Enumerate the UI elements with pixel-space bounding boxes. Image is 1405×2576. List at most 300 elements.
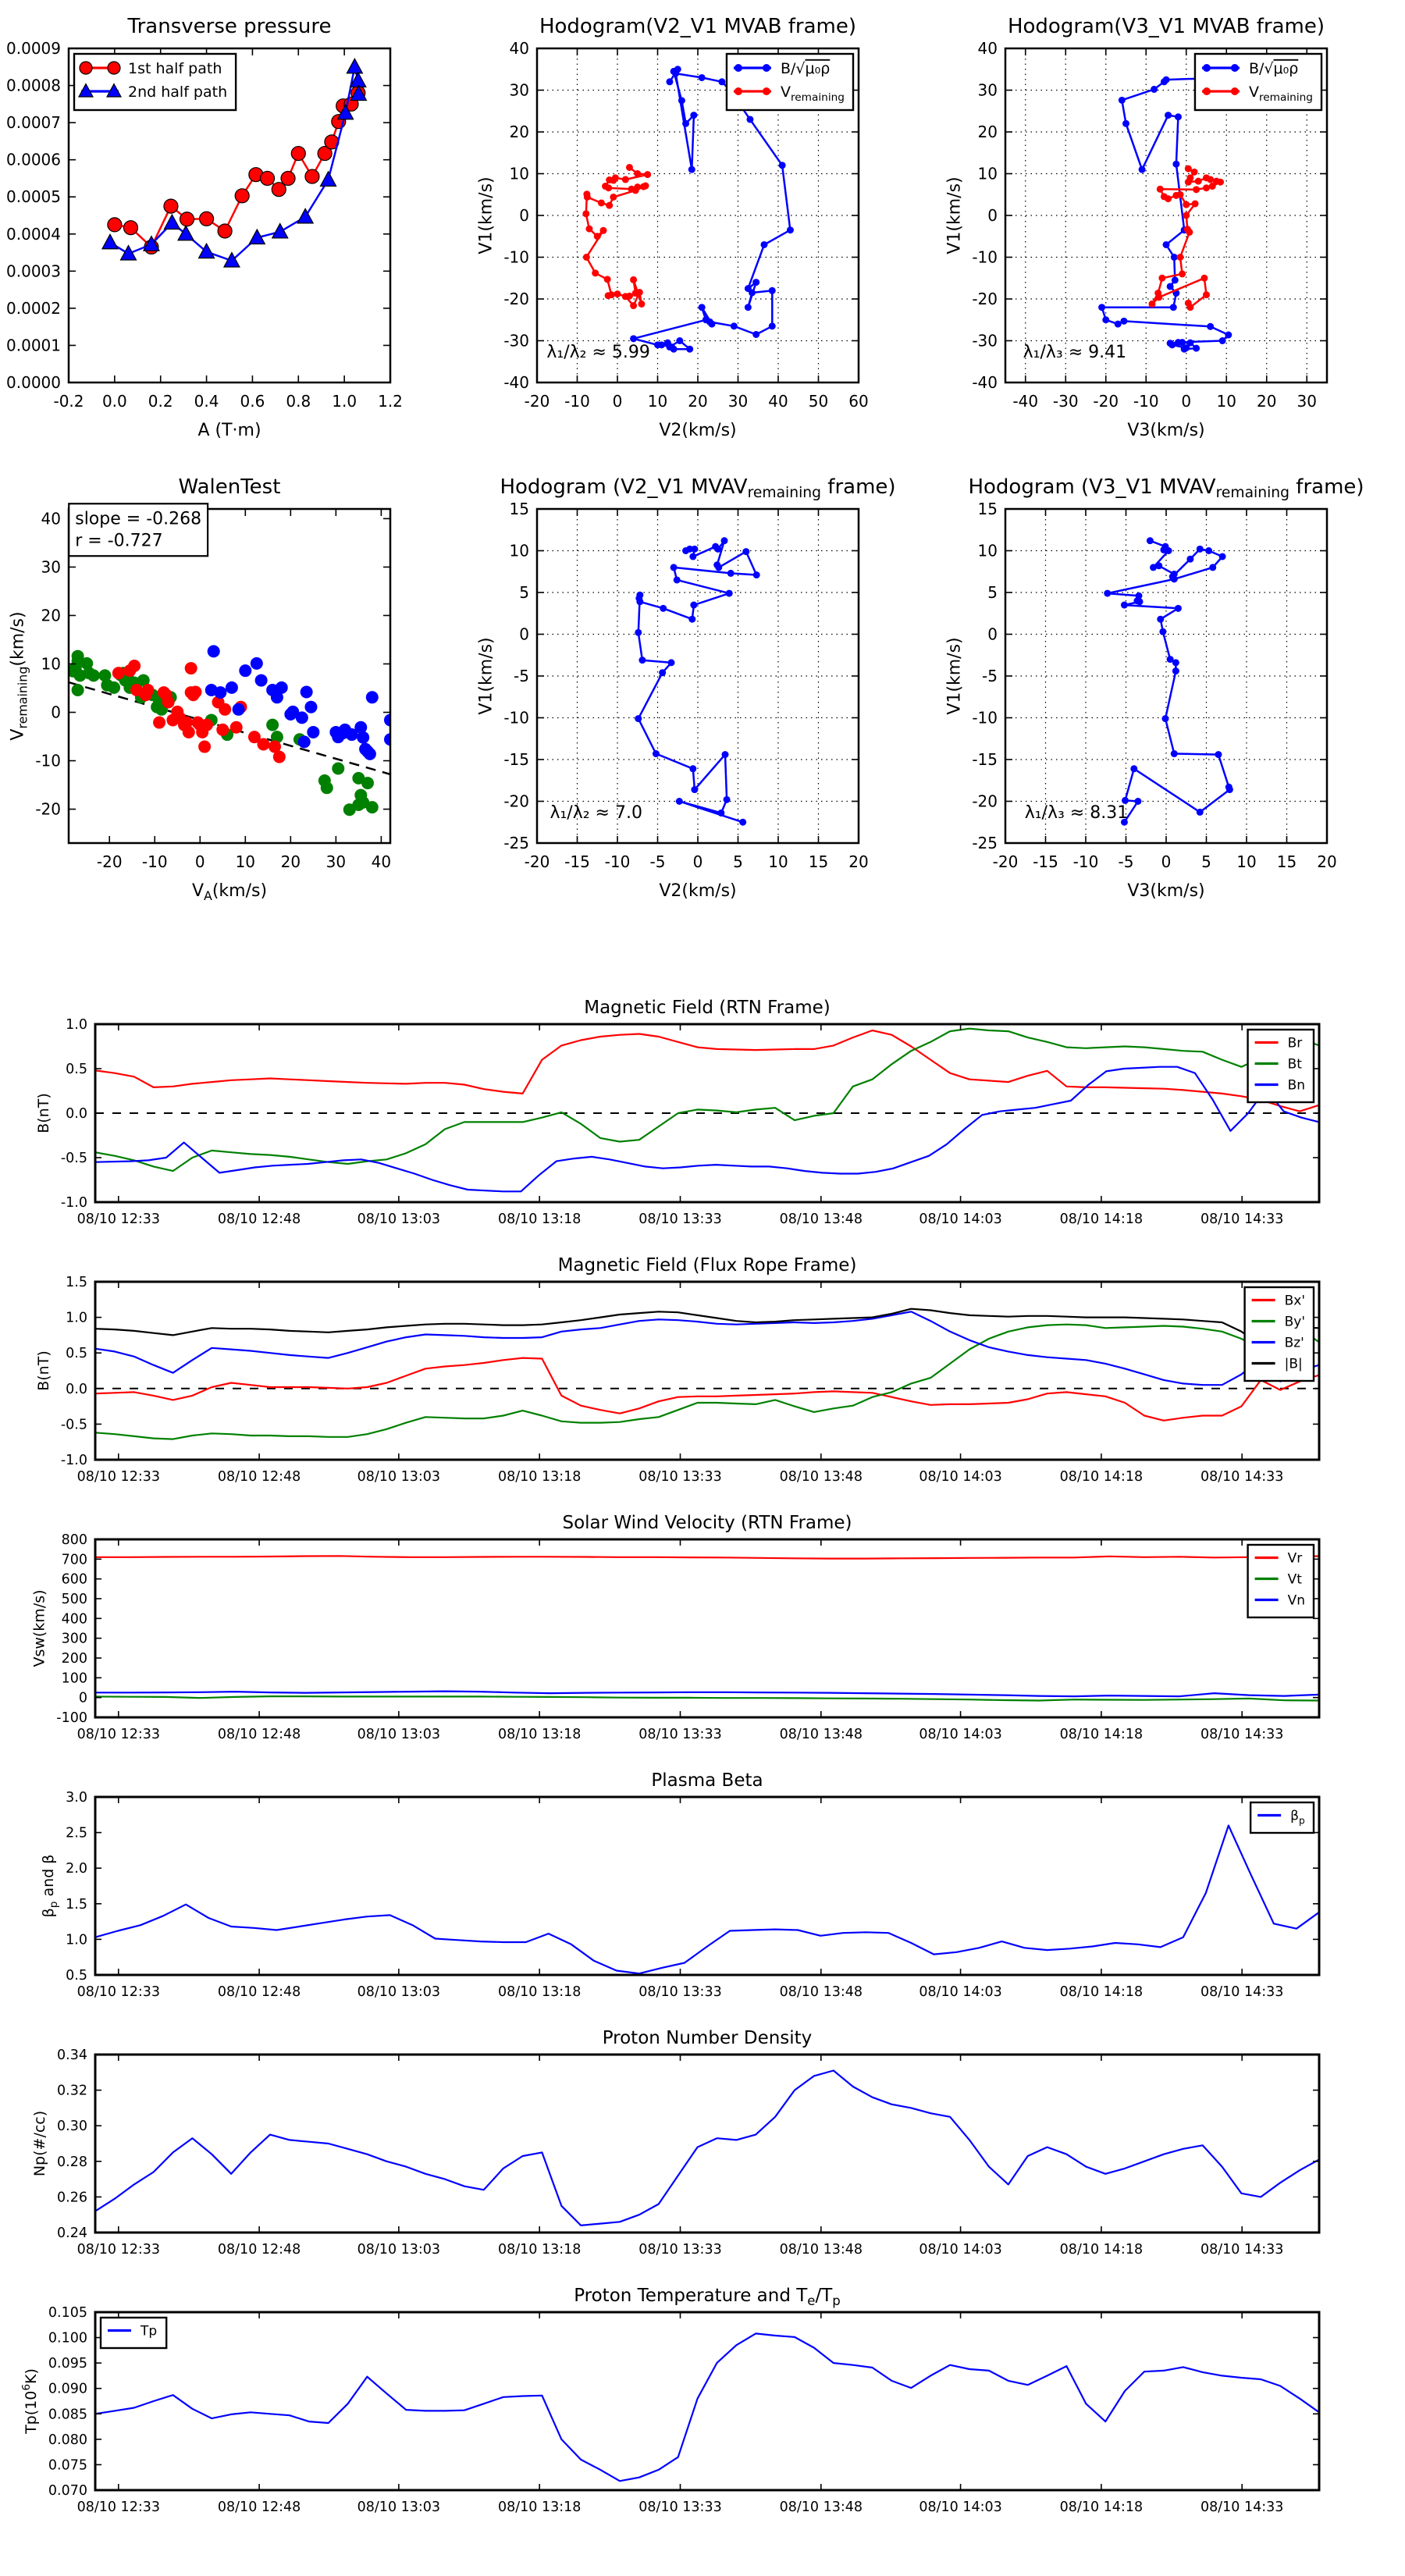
series-Np (95, 2071, 1319, 2226)
series-Bz' (95, 1311, 1319, 1385)
chart-title: Transverse pressure (127, 15, 332, 38)
marker-dot (1155, 294, 1162, 301)
marker-dot (1165, 112, 1172, 119)
x-tick-label: -10 (1072, 852, 1099, 871)
marker-dot (714, 546, 721, 553)
marker-dot (1172, 667, 1179, 674)
x-tick-label: 20 (688, 392, 708, 411)
marker-dot (676, 798, 683, 805)
chart-walen-test (0, 461, 468, 921)
y-tick-label: 1.0 (66, 1017, 87, 1033)
marker-dot (676, 337, 683, 344)
marker-dot (691, 786, 698, 793)
y-tick-label: 10 (41, 654, 61, 674)
marker-dot (779, 162, 786, 169)
legend-label: $\beta_p$ (1290, 1808, 1305, 1827)
marker-dot (1165, 547, 1172, 554)
y-axis-label: V1(km/s) (944, 637, 965, 715)
marker-dot (332, 762, 344, 774)
marker-dot (1205, 547, 1212, 554)
chart-b-flux-rope (0, 1249, 1405, 1507)
marker-dot (366, 691, 379, 703)
y-tick-label: 0.5 (66, 1346, 87, 1362)
marker-dot (660, 605, 667, 612)
marker-dot (634, 170, 641, 177)
series-Tp (95, 2333, 1319, 2481)
marker-dot (735, 87, 742, 95)
marker-dot (128, 660, 140, 672)
plot-border (1005, 509, 1327, 843)
y-tick-label: 0 (519, 624, 529, 644)
y-tick-label: 600 (61, 1571, 87, 1588)
y-tick-label: 400 (61, 1611, 87, 1628)
chart-title: Hodogram(V3_V1 MVAB frame) (1007, 15, 1325, 38)
marker-circle (235, 189, 249, 203)
marker-dot (753, 571, 760, 578)
x-tick-label: 1.0 (332, 392, 357, 411)
marker-dot (659, 669, 666, 676)
x-tick-label: 08/10 14:03 (919, 1469, 1002, 1485)
chart-hodogram-v2v1-mvav (468, 461, 937, 921)
chart-title: Solar Wind Velocity (RTN Frame) (562, 1513, 852, 1533)
marker-dot (1191, 169, 1198, 176)
x-tick-label: 08/10 13:33 (638, 2242, 722, 2258)
x-tick-label: 0.0 (101, 392, 127, 411)
marker-dot (653, 750, 660, 757)
marker-dot (632, 187, 639, 194)
marker-dot (599, 227, 606, 234)
x-tick-label: 08/10 13:18 (497, 1727, 582, 1742)
marker-dot (739, 819, 746, 826)
marker-dot (632, 290, 639, 297)
x-tick-label: 40 (768, 392, 788, 411)
marker-dot (1203, 291, 1210, 298)
x-tick-label: 30 (1297, 392, 1317, 411)
y-tick-label: -40 (503, 373, 529, 392)
marker-dot (1209, 183, 1216, 190)
legend-label: Bt (1287, 1056, 1302, 1073)
y-tick-label: 15 (977, 500, 998, 518)
y-tick-label: 0.095 (48, 2356, 87, 2372)
marker-dot (201, 719, 213, 731)
marker-dot (1219, 337, 1226, 344)
x-tick-label: 08/10 13:03 (357, 2242, 441, 2258)
marker-dot (233, 703, 245, 716)
marker-dot (307, 726, 319, 738)
x-tick-label: 0 (692, 852, 703, 871)
x-tick-label: 08/10 14:18 (1059, 1727, 1144, 1742)
marker-dot (1179, 339, 1186, 346)
x-tick-label: 20 (848, 852, 869, 871)
marker-dot (749, 289, 756, 296)
y-tick-label: 0 (987, 624, 998, 644)
marker-dot (583, 190, 590, 197)
x-tick-label: 08/10 14:03 (919, 1212, 1002, 1227)
y-tick-label: 0.28 (57, 2154, 87, 2170)
marker-dot (678, 97, 685, 104)
x-tick-label: 20 (280, 852, 301, 871)
marker-dot (1167, 283, 1174, 290)
marker-dot (644, 171, 651, 178)
marker-dot (699, 74, 706, 81)
x-tick-label: 08/10 13:48 (779, 2500, 863, 2515)
marker-dot (724, 796, 731, 803)
x-tick-label: 10 (1236, 852, 1257, 871)
legend-label: Vt (1287, 1571, 1302, 1588)
marker-dot (198, 741, 211, 753)
annotation (1025, 803, 1129, 823)
marker-dot (1157, 616, 1164, 623)
marker-dot (214, 686, 226, 699)
series-markers-V-remaining (582, 164, 651, 309)
y-tick-label: -20 (35, 799, 61, 819)
y-tick-label: 30 (509, 80, 529, 100)
marker-dot (1186, 556, 1193, 563)
x-tick-label: 08/10 14:03 (919, 1984, 1002, 2000)
marker-dot (1193, 186, 1200, 193)
y-tick-label: 15 (509, 500, 529, 518)
x-tick-label: 0 (612, 392, 623, 411)
marker-dot (686, 346, 693, 353)
y-tick-label: 300 (61, 1631, 87, 1647)
x-tick-label: 0.6 (240, 392, 265, 411)
x-tick-label: -30 (1052, 392, 1079, 411)
marker-dot (690, 112, 697, 119)
marker-dot (592, 269, 599, 276)
marker-dot (1168, 341, 1176, 348)
marker-dot (304, 701, 317, 713)
marker-dot (688, 166, 695, 173)
marker-dot (1163, 241, 1170, 248)
x-tick-label: 15 (1276, 852, 1297, 871)
marker-dot (720, 537, 727, 544)
marker-dot (690, 602, 697, 609)
y-tick-label: -1.0 (60, 1453, 87, 1468)
marker-dot (582, 210, 589, 217)
marker-dot (216, 724, 229, 736)
y-tick-label: 0.0006 (6, 150, 61, 169)
y-tick-label: 20 (41, 606, 61, 625)
marker-dot (1115, 321, 1122, 328)
marker-dot (635, 715, 642, 722)
series-Br (95, 1030, 1319, 1112)
y-axis-label: $\beta_p$ and β (40, 1854, 61, 1918)
x-tick-label: 08/10 12:33 (76, 1727, 161, 1742)
marker-dot (226, 681, 238, 694)
x-tick-label: 08/10 14:33 (1200, 2242, 1284, 2258)
y-tick-label: 0.0007 (6, 113, 61, 133)
y-axis-label: V1(km/s) (476, 637, 496, 715)
x-tick-label: -15 (1033, 852, 1058, 871)
marker-dot (674, 576, 681, 583)
marker-circle (164, 199, 178, 213)
legend-label: Bz' (1284, 1335, 1304, 1351)
plot-border (95, 2312, 1319, 2490)
chart-title: Hodogram (V3_V1 MVAVremaining frame) (968, 475, 1364, 501)
marker-dot (1193, 345, 1200, 352)
x-tick-label: 08/10 14:33 (1200, 1727, 1284, 1742)
x-tick-label: 10 (1216, 392, 1236, 411)
series-B-hodogram (1102, 69, 1229, 349)
marker-circle (200, 212, 214, 226)
marker-dot (638, 656, 646, 664)
y-tick-label: 0.32 (57, 2083, 87, 2099)
y-tick-label: 10 (509, 164, 529, 183)
marker-circle (261, 171, 275, 185)
marker-triangle (102, 234, 118, 249)
marker-dot (1161, 715, 1168, 722)
marker-dot (610, 194, 617, 201)
marker-dot (689, 553, 696, 560)
marker-dot (1195, 178, 1202, 185)
marker-dot (276, 681, 288, 694)
y-tick-label: -1.0 (60, 1195, 87, 1211)
chart-b-rtn (0, 991, 1405, 1249)
marker-dot (722, 751, 729, 758)
y-tick-label: 0.24 (57, 2226, 87, 2241)
y-tick-label: 0.5 (66, 1968, 87, 1984)
series-Bt (95, 1029, 1319, 1171)
chart-proton-density (0, 2022, 1405, 2279)
x-axis-label: V2(km/s) (659, 421, 737, 440)
x-tick-label: 08/10 13:03 (357, 1212, 441, 1227)
marker-triangle (121, 245, 137, 260)
y-tick-label: 1.5 (66, 1275, 87, 1290)
marker-dot (1147, 537, 1154, 544)
y-tick-label: 0.075 (48, 2457, 87, 2474)
x-tick-label: 08/10 14:18 (1059, 2242, 1144, 2258)
chart-title: Hodogram (V2_V1 MVAVremaining frame) (500, 475, 896, 501)
x-tick-label: -20 (1093, 392, 1119, 411)
y-tick-label: 0.0009 (6, 39, 61, 58)
chart-title: WalenTest (178, 475, 281, 499)
x-tick-label: 60 (848, 392, 869, 411)
y-axis-label: V1(km/s) (944, 176, 965, 254)
marker-dot (1130, 765, 1137, 772)
legend (1245, 1287, 1314, 1381)
marker-dot (258, 738, 270, 750)
marker-dot (1215, 751, 1222, 758)
marker-dot (1151, 86, 1158, 93)
marker-dot (1171, 750, 1178, 757)
y-tick-label: 0.34 (57, 2048, 87, 2063)
marker-dot (1179, 270, 1186, 277)
x-tick-label: 30 (325, 852, 347, 871)
x-tick-label: -20 (524, 852, 550, 871)
marker-dot (1183, 212, 1190, 219)
marker-dot (251, 657, 263, 670)
y-tick-label: -20 (503, 290, 529, 308)
marker-dot (273, 751, 286, 763)
series-By' (95, 1325, 1319, 1439)
marker-dot (1170, 304, 1177, 311)
marker-dot (1104, 590, 1111, 597)
marker-dot (668, 659, 675, 666)
x-tick-label: 08/10 14:03 (919, 2500, 1002, 2515)
marker-dot (689, 765, 696, 772)
x-tick-label: -20 (524, 392, 550, 411)
marker-dot (1172, 161, 1179, 168)
marker-dot (1181, 346, 1188, 353)
y-tick-label: -5 (514, 667, 529, 685)
x-tick-label: -10 (604, 852, 631, 871)
marker-dot (594, 233, 601, 240)
x-tick-label: 10 (647, 392, 668, 411)
legend (727, 54, 853, 110)
y-tick-label: 5 (987, 583, 998, 602)
marker-dot (1172, 276, 1179, 283)
y-tick-label: -10 (35, 751, 61, 770)
y-tick-label: 3.0 (66, 1790, 87, 1806)
marker-dot (87, 669, 100, 681)
marker-dot (626, 164, 633, 171)
marker-dot (787, 226, 794, 233)
marker-dot (1120, 318, 1127, 325)
marker-dot (1209, 564, 1216, 571)
x-tick-label: 1.2 (378, 392, 403, 411)
marker-dot (1122, 120, 1129, 127)
marker-dot (1172, 659, 1179, 666)
y-tick-label: -20 (972, 290, 998, 308)
marker-dot (208, 645, 220, 657)
y-tick-label: 0.26 (57, 2190, 87, 2206)
marker-dot (1225, 332, 1232, 339)
annotation-text: slope = -0.268 (75, 509, 202, 529)
marker-dot (255, 674, 268, 687)
y-tick-label: 0 (519, 206, 529, 225)
series-Vr (95, 1556, 1319, 1558)
marker-dot (298, 735, 311, 748)
x-tick-label: 08/10 13:33 (638, 1212, 722, 1227)
marker-dot (1175, 605, 1182, 612)
marker-dot (745, 304, 752, 311)
x-tick-label: 5 (1201, 852, 1211, 871)
y-tick-label: -10 (503, 708, 529, 728)
marker-dot (718, 78, 725, 85)
chart-title: Proton Number Density (602, 2028, 813, 2048)
legend-label: By' (1284, 1314, 1305, 1330)
marker-circle (281, 171, 295, 185)
x-axis-label: V2(km/s) (659, 881, 737, 901)
marker-circle (305, 169, 319, 183)
x-tick-label: 08/10 13:33 (638, 1984, 722, 2000)
x-tick-label: 08/10 13:18 (497, 1212, 582, 1227)
y-tick-label: 30 (41, 557, 61, 577)
marker-dot (1183, 201, 1190, 208)
series-Bx' (95, 1358, 1319, 1421)
x-tick-label: -10 (564, 392, 590, 411)
annotation-text: λ₁/λ₃ ≈ 9.41 (1023, 342, 1127, 362)
marker-dot (1121, 602, 1128, 609)
marker-dot (640, 183, 647, 190)
marker-dot (1200, 275, 1208, 282)
marker-dot (72, 684, 84, 696)
marker-dot (702, 316, 710, 323)
x-tick-label: 08/10 12:33 (76, 1469, 161, 1485)
x-tick-label: 08/10 13:03 (357, 1469, 441, 1485)
marker-dot (142, 684, 155, 696)
marker-dot (742, 548, 749, 555)
marker-dot (752, 331, 759, 338)
x-tick-label: -0.2 (53, 392, 84, 411)
x-tick-label: 08/10 12:48 (217, 2500, 301, 2515)
legend (1250, 1802, 1314, 1833)
chart-transverse-pressure (0, 0, 468, 461)
chart-hodogram-v2v1-mvab (468, 0, 937, 461)
x-axis-label: V3(km/s) (1127, 881, 1205, 901)
chart-title: Plasma Beta (651, 1770, 763, 1791)
marker-dot (604, 276, 611, 283)
y-tick-label: 700 (61, 1552, 87, 1568)
y-tick-label: 40 (977, 39, 998, 58)
x-tick-label: 08/10 12:33 (76, 1984, 161, 2000)
y-tick-label: 0.0004 (6, 224, 61, 244)
marker-dot (1226, 786, 1233, 793)
y-axis-label: V1(km/s) (476, 176, 496, 254)
legend (101, 2318, 166, 2348)
y-tick-label: 0.105 (48, 2305, 87, 2321)
y-tick-label: 10 (977, 541, 998, 560)
y-tick-label: 0.0000 (6, 373, 61, 392)
marker-triangle (297, 208, 313, 223)
chart-title: Hodogram(V2_V1 MVAB frame) (539, 15, 857, 38)
plot-border (95, 1797, 1319, 1975)
legend-label: $V_{remaining}$ (1248, 83, 1313, 104)
marker-circle (108, 62, 120, 74)
chart-plasma-beta (0, 1764, 1405, 2022)
series-markers-scatter-blue (205, 645, 397, 760)
y-tick-label: -20 (503, 792, 529, 811)
y-tick-label: 10 (509, 541, 529, 560)
legend-label: Br (1287, 1035, 1303, 1051)
x-tick-label: -10 (141, 852, 168, 871)
y-tick-label: -0.5 (60, 1417, 87, 1433)
marker-dot (162, 696, 175, 708)
marker-dot (1203, 64, 1211, 72)
marker-dot (583, 254, 590, 261)
x-tick-label: 08/10 14:33 (1200, 1984, 1284, 2000)
y-tick-label: -30 (972, 331, 998, 350)
y-tick-label: 0.0002 (6, 298, 61, 318)
marker-dot (636, 592, 643, 599)
marker-circle (123, 221, 137, 235)
x-tick-label: 08/10 12:48 (217, 1469, 301, 1485)
y-axis-label: $Tp(10^6K)$ (20, 2368, 40, 2434)
x-tick-label: 08/10 14:18 (1059, 1469, 1144, 1485)
annotation (546, 343, 650, 362)
y-tick-label: -15 (503, 750, 529, 769)
marker-dot (153, 717, 165, 729)
y-tick-label: 0.070 (48, 2483, 87, 2499)
marker-dot (366, 801, 379, 813)
x-tick-label: 08/10 12:48 (217, 1984, 301, 2000)
x-tick-label: 08/10 13:33 (638, 1469, 722, 1485)
marker-dot (1207, 323, 1214, 330)
marker-dot (112, 667, 125, 679)
x-tick-label: 08/10 12:33 (76, 1212, 161, 1227)
x-tick-label: 5 (733, 852, 743, 871)
y-tick-label: -25 (503, 834, 529, 852)
x-tick-label: -5 (1118, 852, 1134, 871)
legend-label: B/√μ₀ρ (1248, 59, 1299, 77)
legend-label: Bx' (1284, 1293, 1305, 1309)
x-tick-label: 50 (808, 392, 829, 411)
y-axis-label: B(nT) (34, 1350, 52, 1391)
y-tick-label: 0.0005 (6, 187, 61, 207)
x-tick-label: 08/10 13:03 (357, 1727, 441, 1742)
marker-dot (635, 629, 642, 636)
chart-hodogram-v3v1-mvav (937, 461, 1405, 921)
